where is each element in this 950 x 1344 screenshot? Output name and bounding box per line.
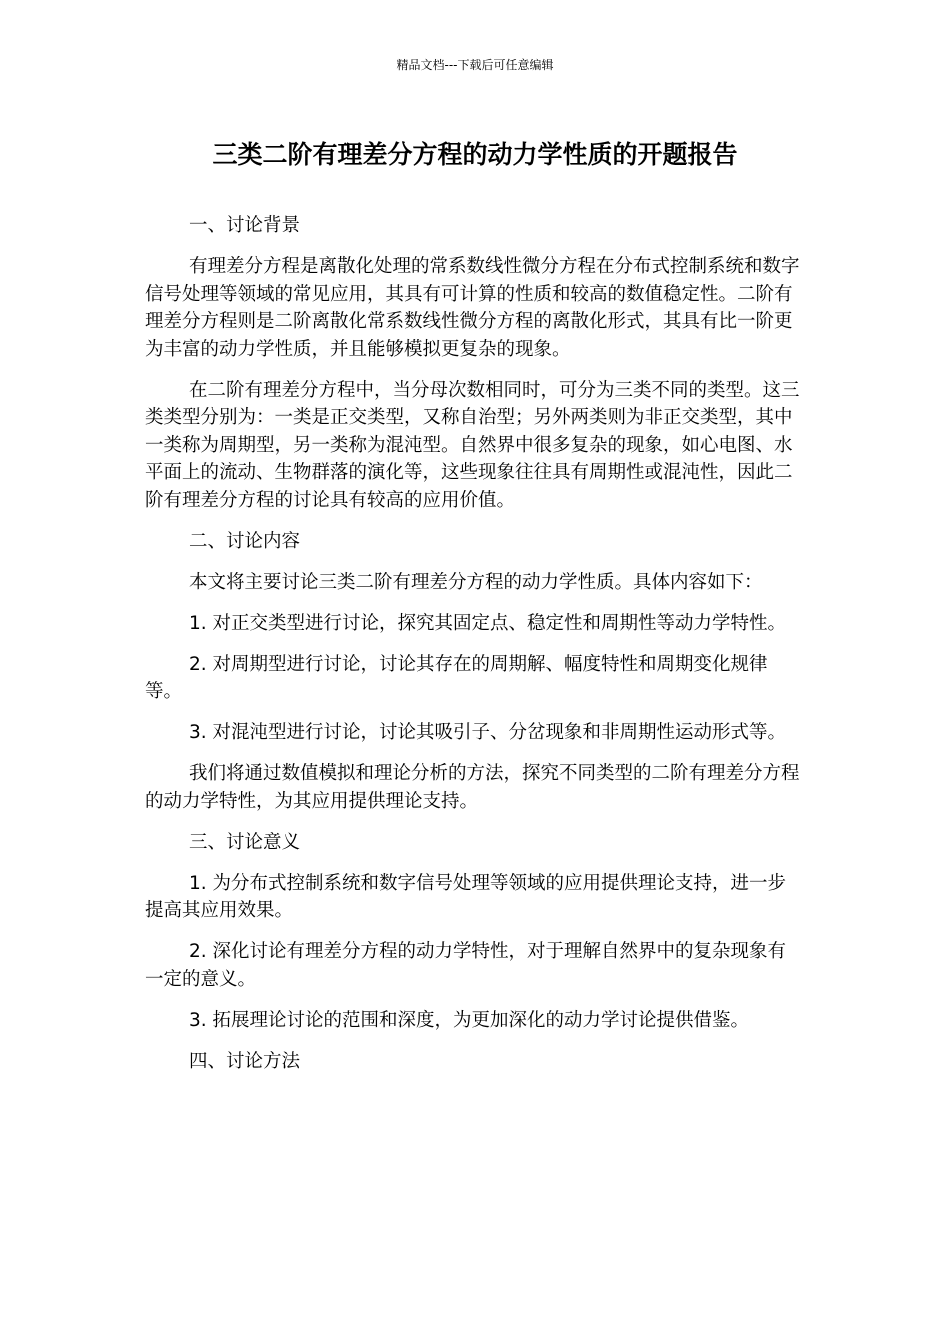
page-header: 精品文档---下载后可任意编辑 (396, 58, 554, 72)
document-title: 三类二阶有理差分方程的动力学性质的开题报告 (212, 140, 738, 169)
significance-list-item-2: 2. 深化讨论有理差分方程的动力学特性，对于理解自然界中的复杂现象有一定的意义。 (145, 941, 787, 990)
document-body (145, 212, 803, 1089)
content-intro-paragraph: 本文将主要讨论三类二阶有理差分方程的动力学性质。具体内容如下： (189, 571, 763, 593)
significance-list-item-1: 1. 为分布式控制系统和数字信号处理等领域的应用提供理论支持，进一步提高其应用效果。 (145, 872, 787, 921)
content-list-item-2: 2. 对周期型进行讨论，讨论其存在的周期解、幅度特性和周期变化规律等。 (145, 653, 768, 702)
section-heading-significance: 三、讨论意义 (189, 831, 301, 853)
background-paragraph-2: 在二阶有理差分方程中，当分母次数相同时，可分为三类不同的类型。这三类类型分别为：一类是正交类型，又称自治型；另外两类则为非正交类型，其中一类称为周期型，另一类称为混沌型。自然界中很多复杂的现象，如心电图、水平面上的流动、生物群落的演化等，这些现象往往具有周期性或混沌性，因此二阶有理差分方程的讨论具有较高的应用价值。 (145, 379, 800, 511)
section-heading-method: 四、讨论方法 (189, 1050, 301, 1072)
significance-list-item-3: 3. 拓展理论讨论的范围和深度，为更加深化的动力学讨论提供借鉴。 (189, 1009, 750, 1031)
content-list-item-3: 3. 对混沌型进行讨论，讨论其吸引子、分岔现象和非周期性运动形式等。 (189, 722, 787, 743)
content-method-paragraph: 我们将通过数值模拟和理论分析的方法，探究不同类型的二阶有理差分方程的动力学特性，为其应用提供理论支持。 (145, 763, 800, 812)
section-heading-background: 一、讨论背景 (189, 215, 301, 236)
section-heading-content: 二、讨论内容 (189, 530, 301, 552)
background-paragraph-1: 有理差分方程是离散化处理的常系数线性微分方程在分布式控制系统和数字信号处理等领域的常见应用，其具有可计算的性质和较高的数值稳定性。二阶有理差分方程则是二阶离散化常系数线性微分方程的离散化形式，其具有比一阶更为丰富的动力学性质，并且能够模拟更复杂的现象。 (145, 256, 800, 360)
content-list-item-1: 1. 对正交类型进行讨论，探究其固定点、稳定性和周期性等动力学特性。 (189, 612, 787, 634)
